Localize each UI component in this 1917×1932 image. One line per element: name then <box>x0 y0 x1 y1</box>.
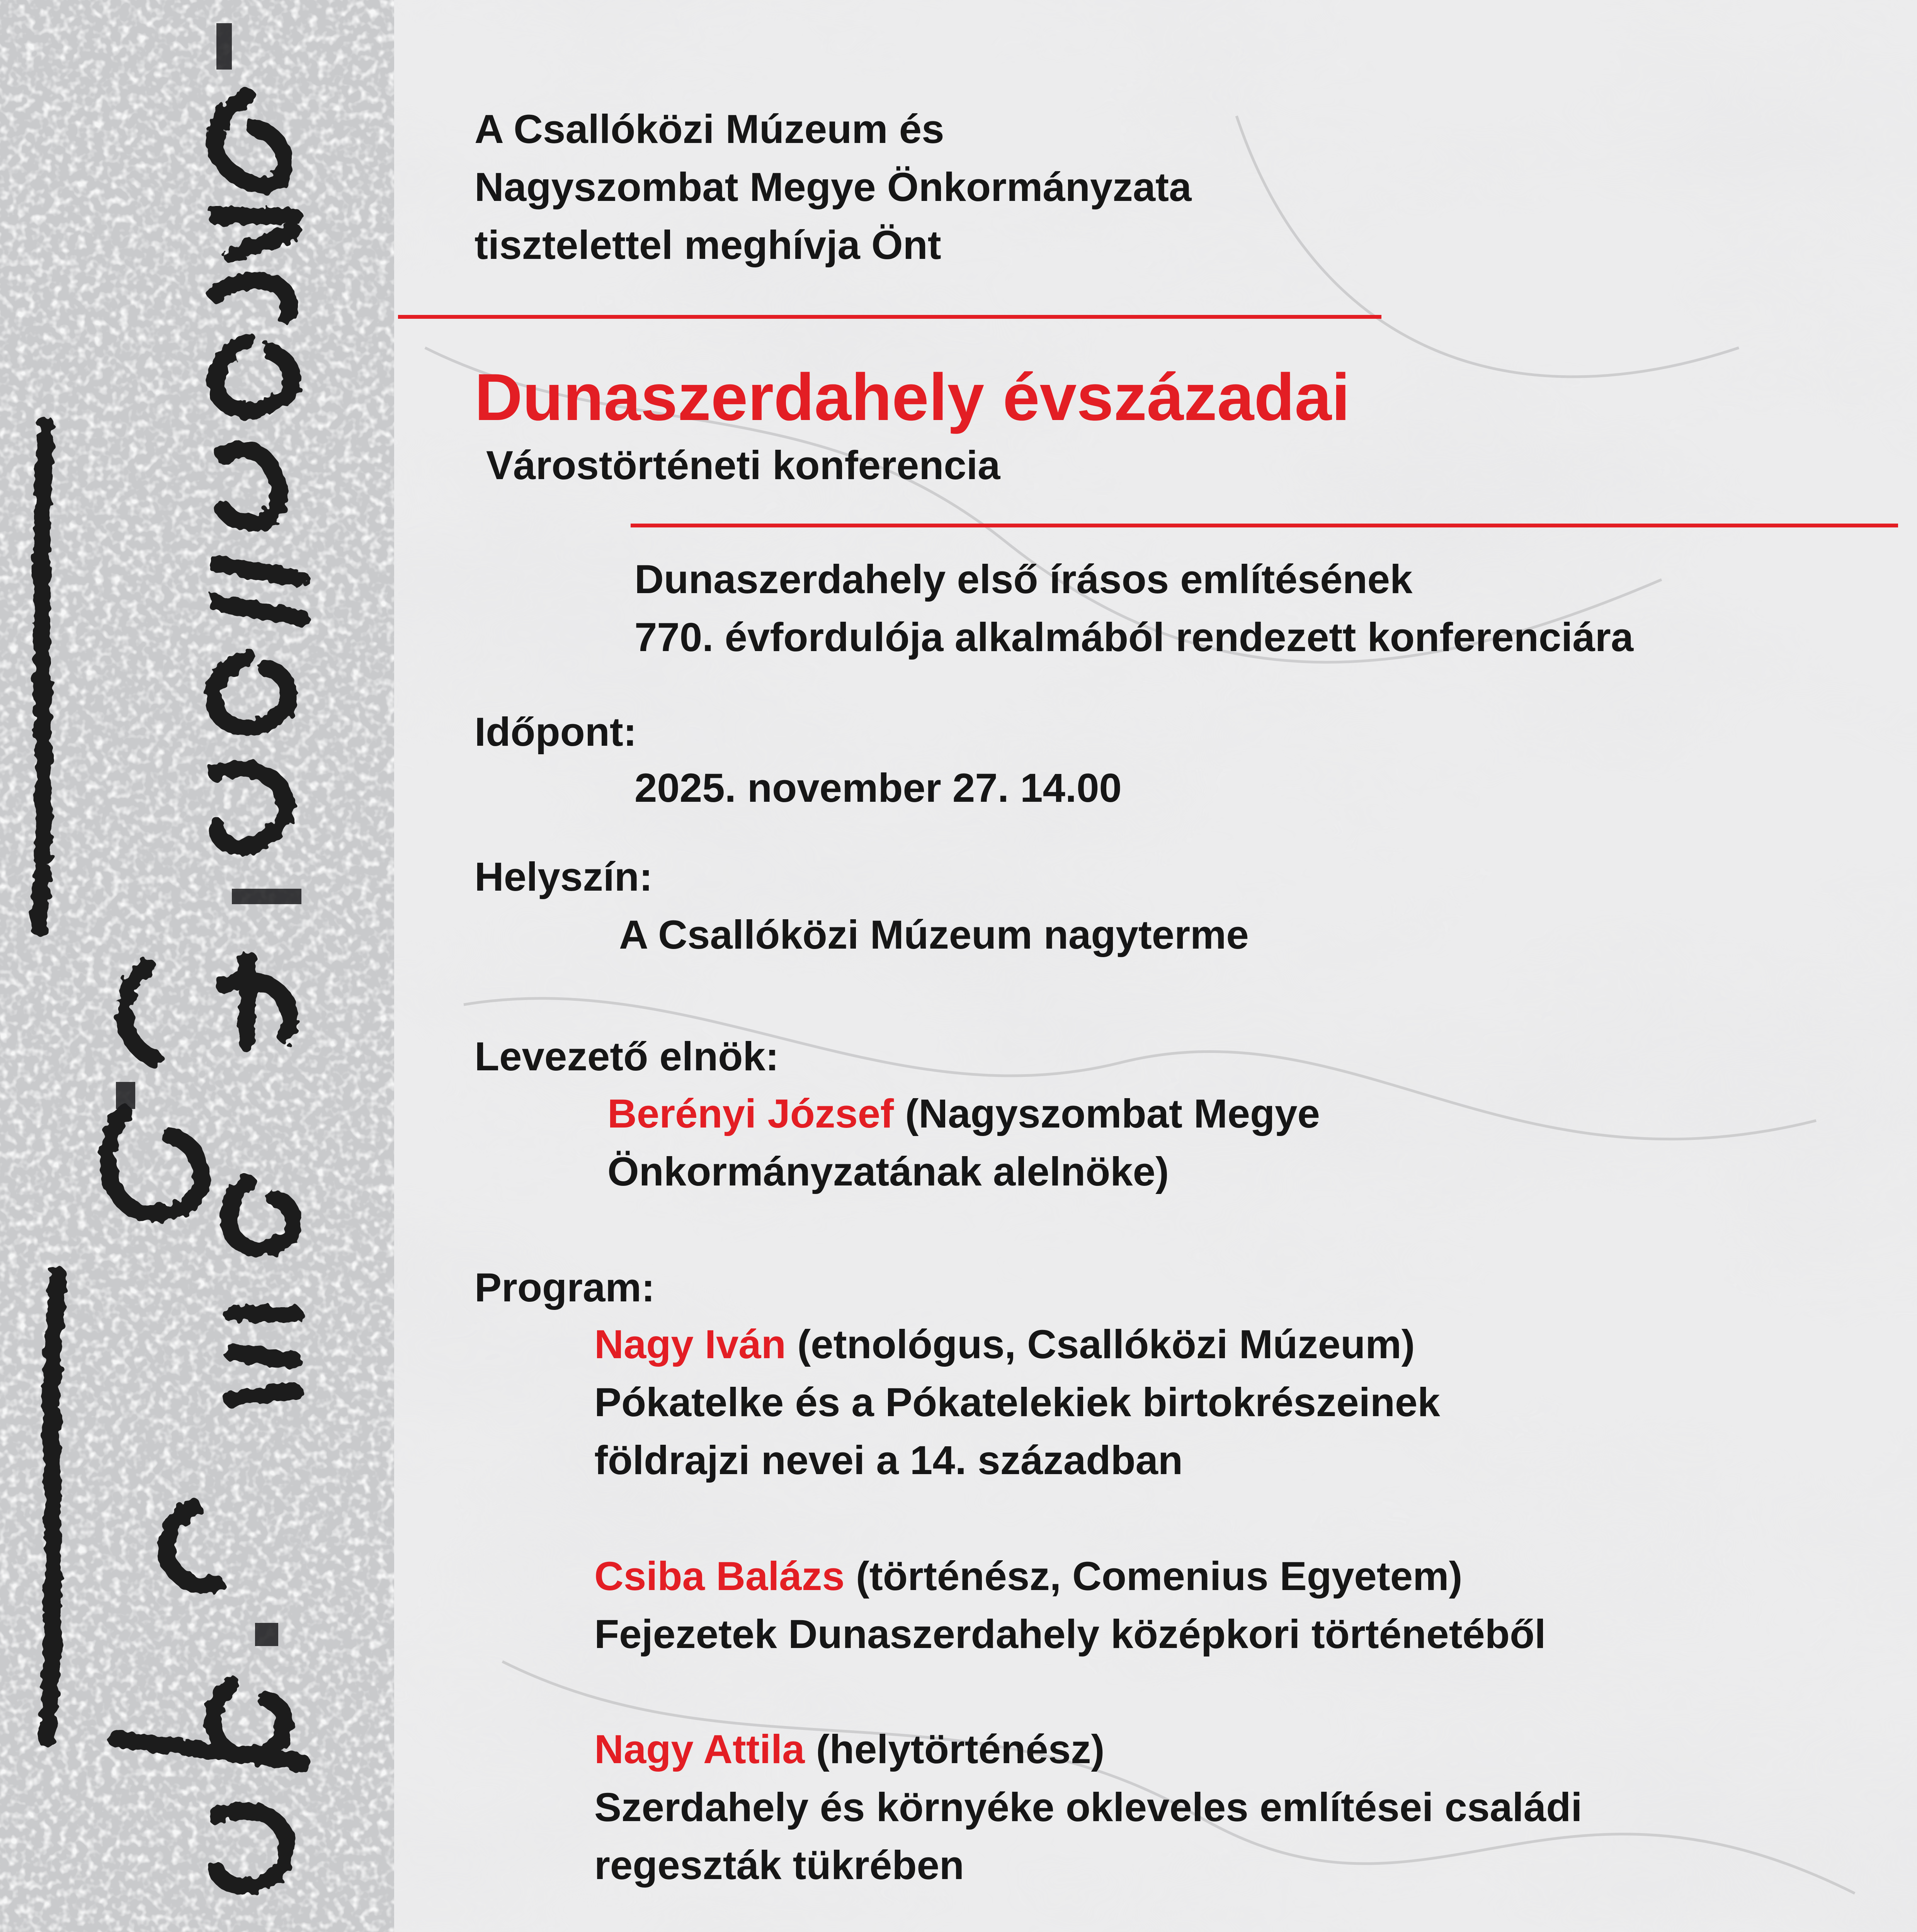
speaker-name: Csiba Balázs <box>594 1554 845 1599</box>
red-divider-top <box>398 315 1381 319</box>
speaker-affiliation: (etnológus, Csallóközi Múzeum) <box>786 1322 1415 1367</box>
occasion-line-1: Dunaszerdahely első írásos említésének <box>634 557 1413 602</box>
speaker-name: Nagy Attila <box>594 1727 805 1772</box>
header-line-2: Nagyszombat Megye Önkormányzata <box>475 165 1192 210</box>
program-item <box>594 1316 1440 1490</box>
time-label: Időpont: <box>475 709 637 755</box>
speaker-name: Nagy Iván <box>594 1322 786 1367</box>
speaker-affiliation: (helytörténész) <box>805 1727 1105 1772</box>
chair-label: Levezető elnök: <box>475 1034 779 1079</box>
talk-title: Pókatelke és a Pókatelekiek birtokrészeinek <box>594 1380 1440 1425</box>
chair-role-line-2: Önkormányzatának alelnöke) <box>607 1149 1169 1194</box>
manuscript-strip <box>0 0 394 1932</box>
talk-title: Fejezetek Dunaszerdahely középkori történetéből <box>594 1612 1546 1657</box>
speaker-affiliation: (történész, Comenius Egyetem) <box>844 1554 1463 1599</box>
header-line-3: tisztelettel meghívja Önt <box>475 223 941 268</box>
handwriting-image <box>0 0 394 1932</box>
chair-block <box>607 1085 1320 1201</box>
chair-role: (Nagyszombat Megye <box>894 1091 1320 1136</box>
time-value: 2025. november 27. 14.00 <box>634 765 1122 811</box>
venue-value: A Csallóközi Múzeum nagyterme <box>619 912 1249 957</box>
header-line-1: A Csallóközi Múzeum és <box>475 107 944 152</box>
talk-title: földrajzi nevei a 14. században <box>594 1438 1183 1483</box>
program-item <box>594 1548 1546 1663</box>
program-label: Program: <box>475 1265 655 1310</box>
red-divider-bottom <box>631 524 1898 527</box>
program-item <box>594 1721 1582 1895</box>
invitation-header <box>475 100 1192 274</box>
talk-title: Szerdahely és környéke okleveles említései családi <box>594 1785 1582 1830</box>
chair-name: Berényi József <box>607 1091 894 1136</box>
page-subtitle: Várostörténeti konferencia <box>486 443 1000 488</box>
occasion-line-2: 770. évfordulója alkalmából rendezett konferenciára <box>634 615 1634 660</box>
page-title: Dunaszerdahely évszázadai <box>475 360 1350 434</box>
venue-label: Helyszín: <box>475 854 653 900</box>
occasion-text <box>634 551 1633 667</box>
talk-title: regeszták tükrében <box>594 1843 964 1888</box>
